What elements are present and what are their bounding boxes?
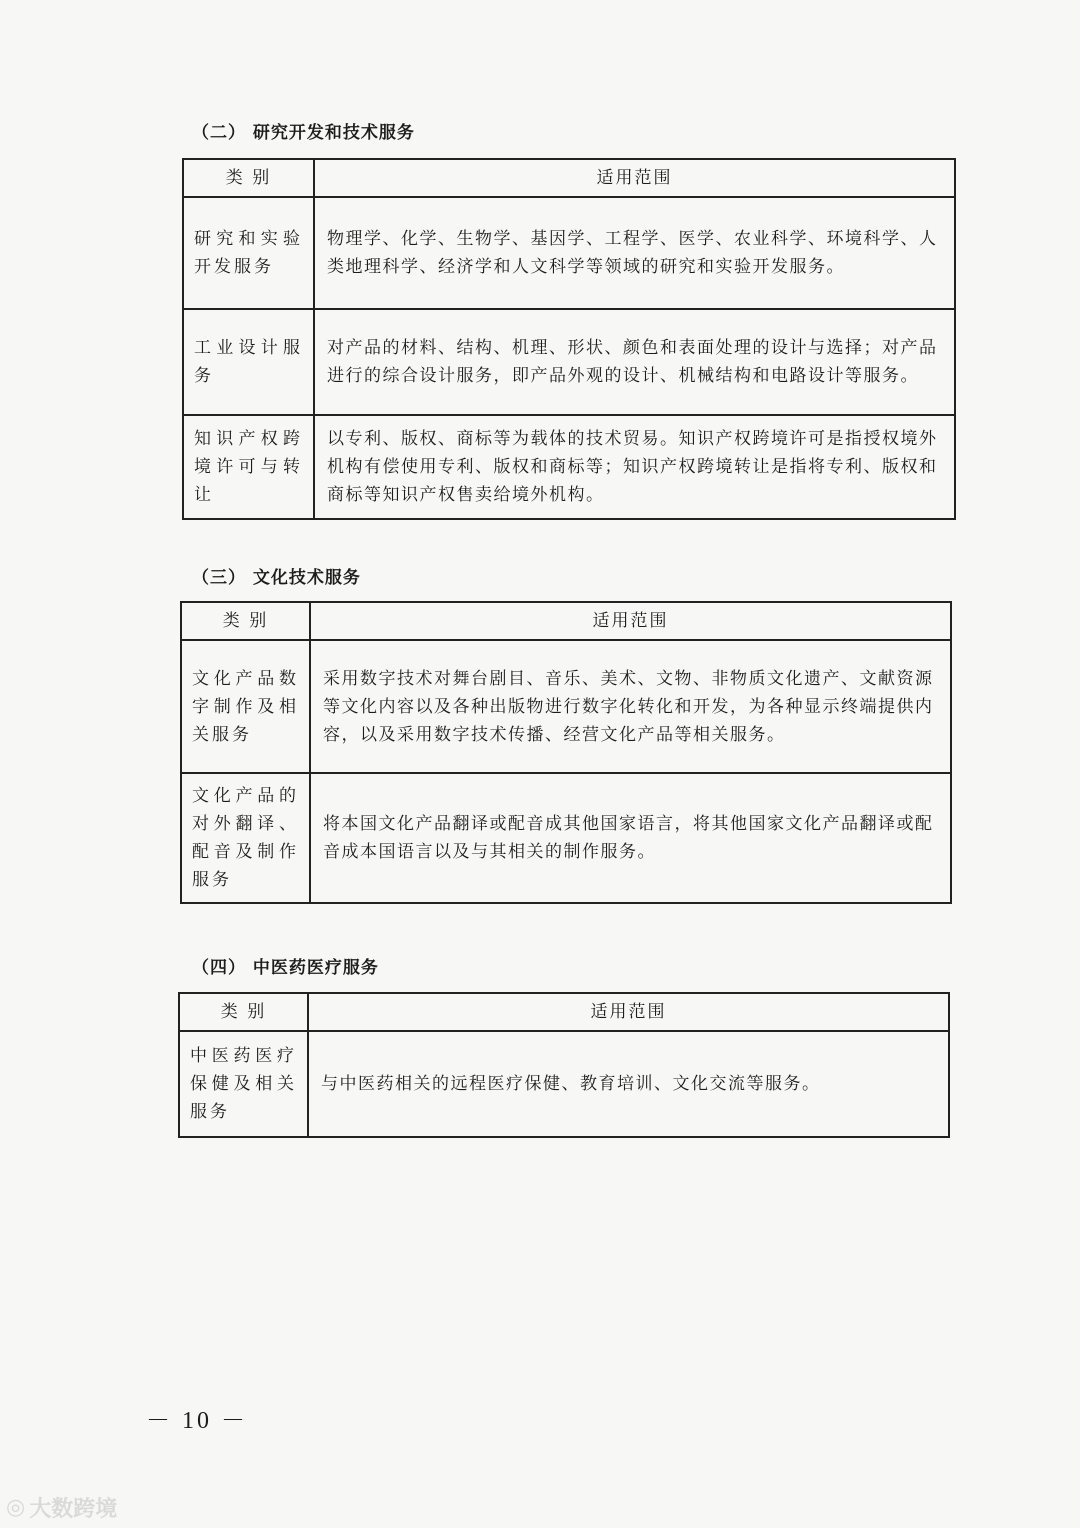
scope-header: 适用范围	[314, 159, 955, 197]
tcm-services-table	[178, 992, 950, 1138]
watermark	[6, 1491, 117, 1523]
watermark-logo-icon: ◎	[6, 1494, 26, 1520]
scope-cell: 物理学、化学、生物学、基因学、工程学、医学、农业科学、环境科学、人类地理科学、经济学和人文科学等领域的研究和实验开发服务。	[314, 197, 955, 309]
section-title-tcm: （四） 中医药医疗服务	[192, 958, 379, 978]
category-header: 类 别	[183, 159, 314, 197]
table-row	[183, 415, 955, 519]
scope-header: 适用范围	[308, 993, 949, 1031]
category-header: 类 别	[179, 993, 308, 1031]
section-title-research: （二） 研究开发和技术服务	[192, 123, 415, 143]
scope-cell: 以专利、版权、商标等为载体的技术贸易。知识产权跨境许可是指授权境外机构有偿使用专利、版权和商标等；知识产权跨境转让是指将专利、版权和商标等知识产权售卖给境外机构。	[314, 415, 955, 519]
category-cell: 工业设计服务	[183, 309, 314, 415]
section-title-culture: （三） 文化技术服务	[192, 568, 361, 588]
table-header-row	[181, 602, 951, 640]
table-header-row	[183, 159, 955, 197]
category-cell: 中医药医疗保健及相关服务	[179, 1031, 308, 1137]
category-cell: 文化产品的对外翻译、配音及制作服务	[181, 773, 310, 903]
research-services-table	[182, 158, 956, 520]
page-number: － 10 －	[146, 1408, 248, 1434]
watermark-text: 大数跨境	[29, 1496, 118, 1522]
scope-cell: 对产品的材料、结构、机理、形状、颜色和表面处理的设计与选择；对产品进行的综合设计服务，即产品外观的设计、机械结构和电路设计等服务。	[314, 309, 955, 415]
scope-cell: 采用数字技术对舞台剧目、音乐、美术、文物、非物质文化遗产、文献资源等文化内容以及各种出版物进行数字化转化和开发，为各种显示终端提供内容，以及采用数字技术传播、经营文化产品等相关服务。	[310, 640, 951, 773]
table-row	[183, 197, 955, 309]
table-row	[181, 773, 951, 903]
scope-cell: 与中医药相关的远程医疗保健、教育培训、文化交流等服务。	[308, 1031, 949, 1137]
category-header: 类 别	[181, 602, 310, 640]
category-cell: 文化产品数字制作及相关服务	[181, 640, 310, 773]
category-cell: 知识产权跨境许可与转让	[183, 415, 314, 519]
culture-services-table	[180, 601, 952, 904]
category-cell: 研究和实验开发服务	[183, 197, 314, 309]
table-header-row	[179, 993, 949, 1031]
table-row	[179, 1031, 949, 1137]
scope-cell: 将本国文化产品翻译或配音成其他国家语言，将其他国家文化产品翻译或配音成本国语言以及与其相关的制作服务。	[310, 773, 951, 903]
scope-header: 适用范围	[310, 602, 951, 640]
table-row	[183, 309, 955, 415]
table-row	[181, 640, 951, 773]
